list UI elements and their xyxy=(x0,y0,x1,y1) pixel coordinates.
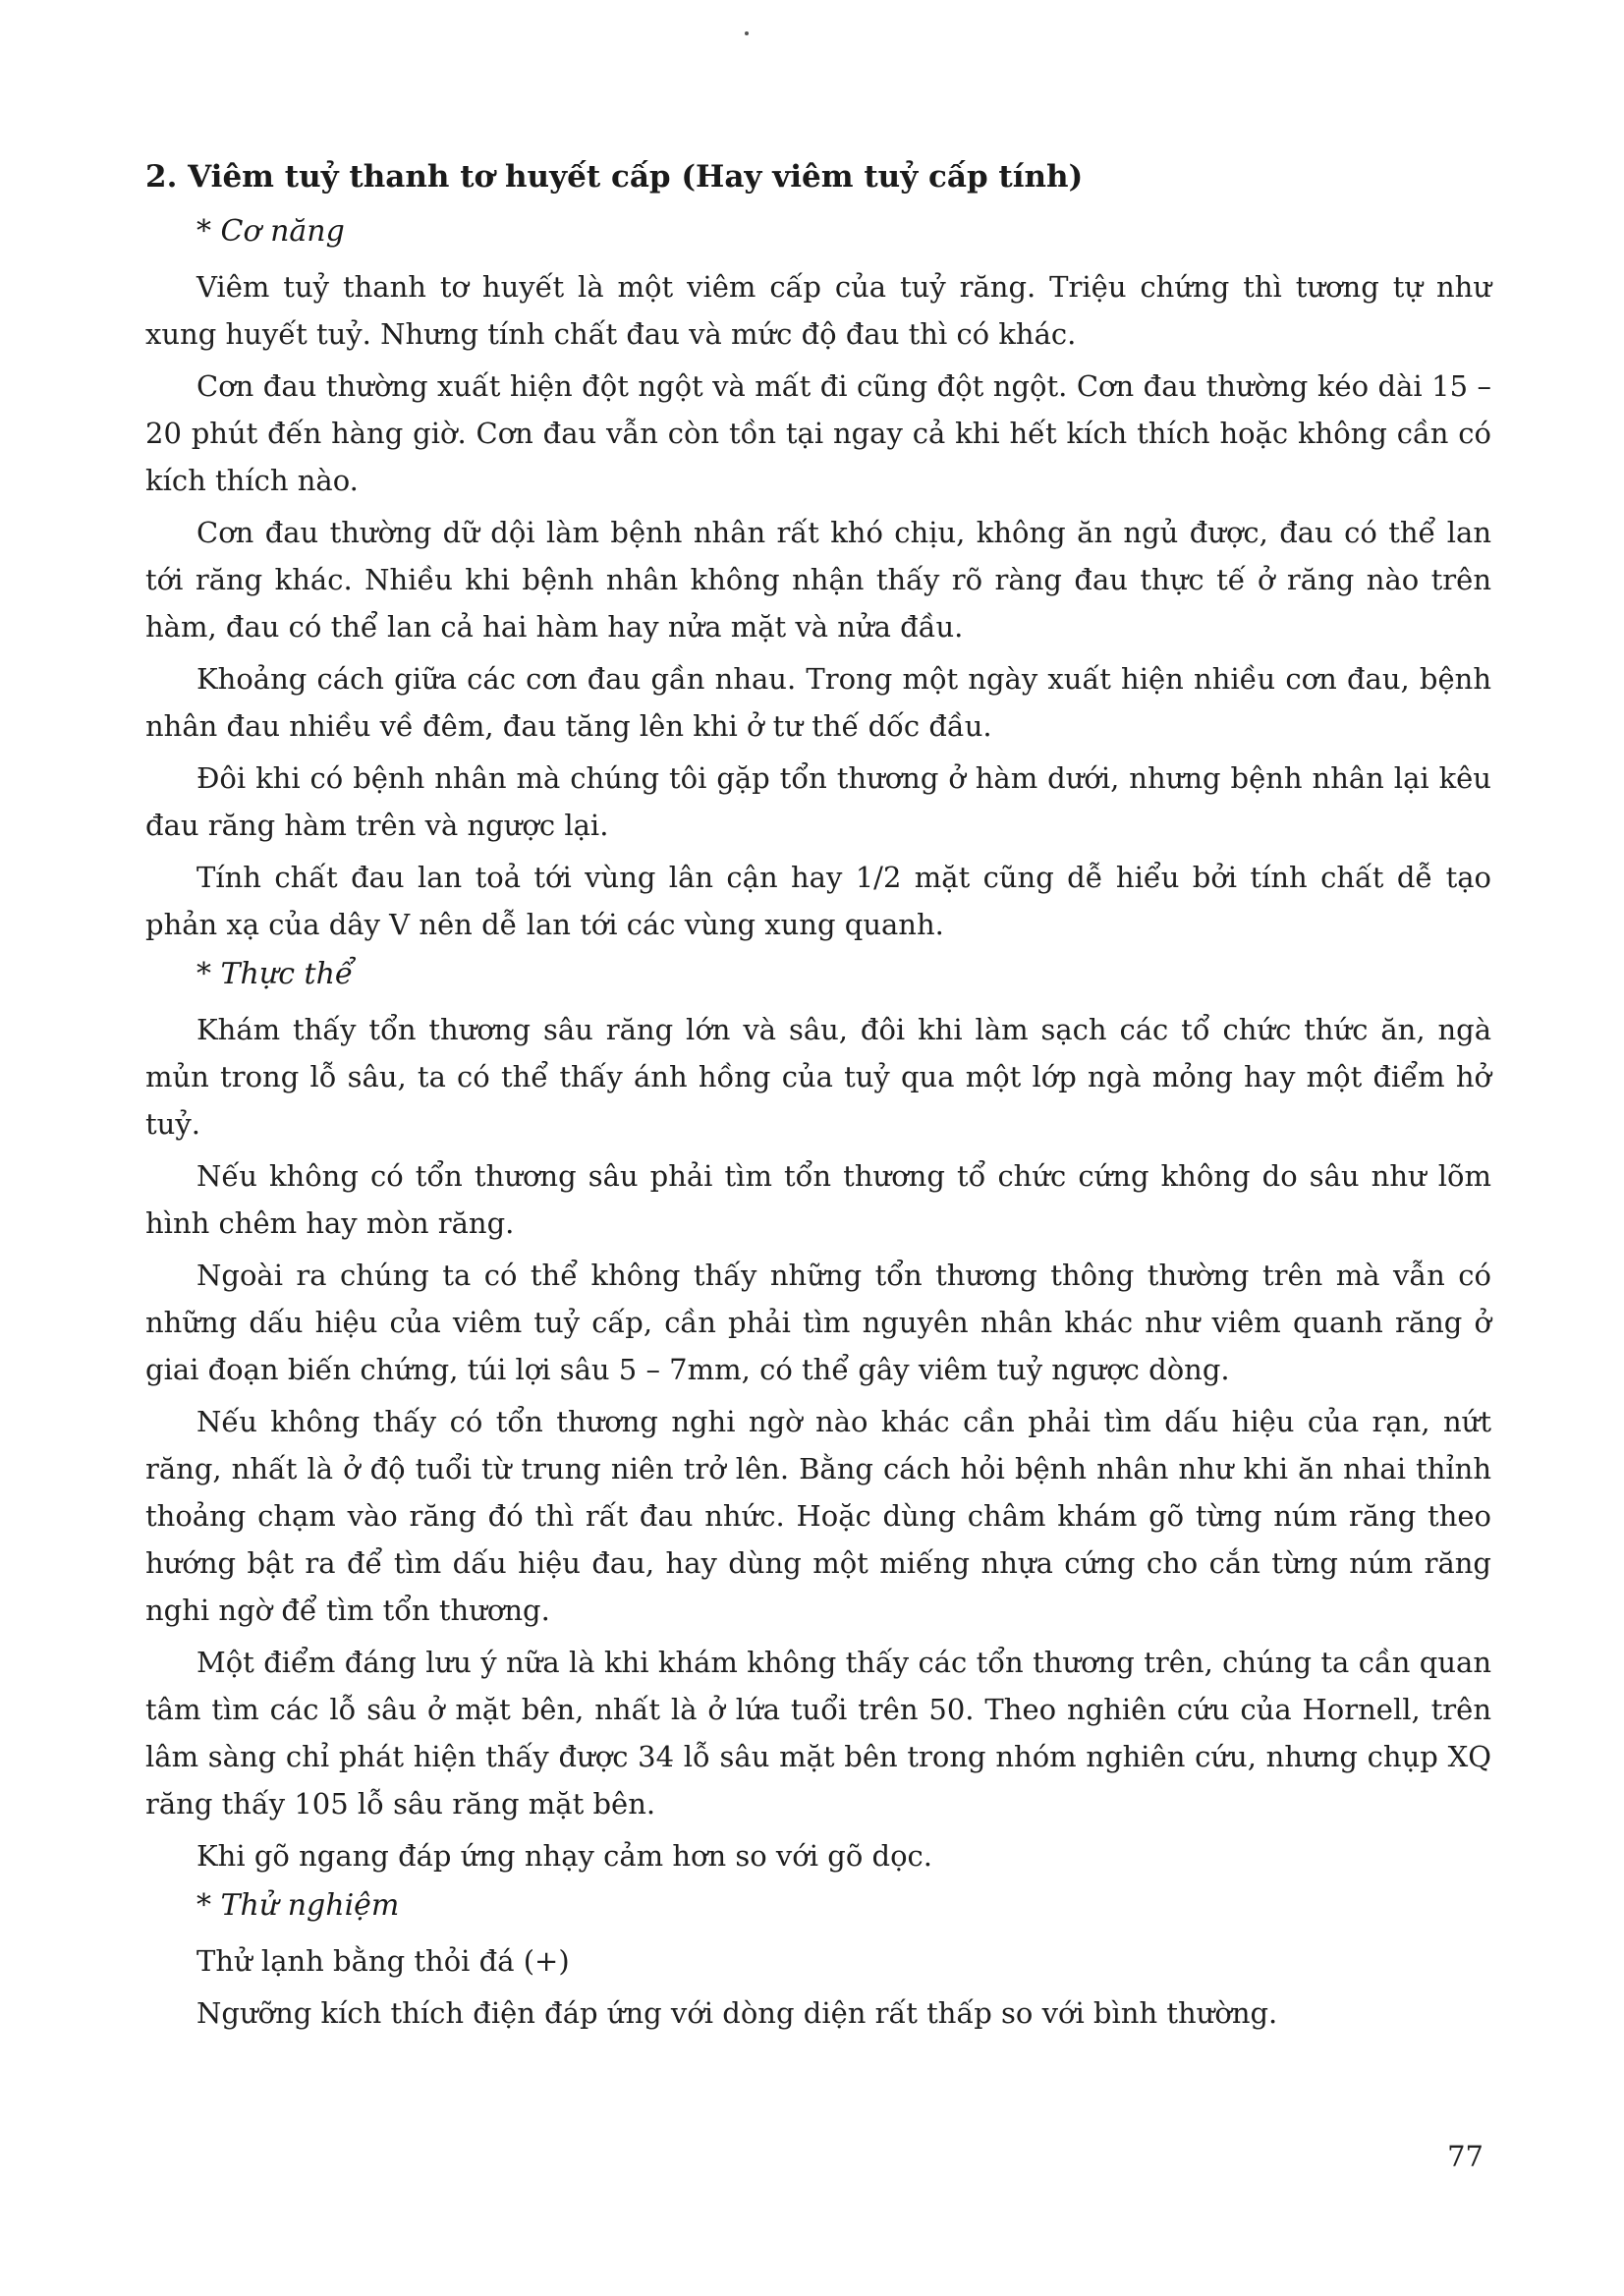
subheading-co-nang: * Cơ năng xyxy=(196,214,345,249)
paragraph: Đôi khi có bệnh nhân mà chúng tôi gặp tổn thương ở hàm dưới, nhưng bệnh nhân lại kêu đau răng hàm trên và ngược lại. xyxy=(145,761,1491,842)
section-thuc-the xyxy=(145,953,1491,1879)
section-thu-nghiem xyxy=(145,1884,1491,2037)
paragraph: Khoảng cách giữa các cơn đau gần nhau. Trong một ngày xuất hiện nhiều cơn đau, bệnh nhân đau nhiều về đêm, đau tăng lên khi ở tư thế dốc đầu. xyxy=(145,662,1491,743)
paragraph: Ngoài ra chúng ta có thể không thấy những tổn thương thông thường trên mà vẫn có những dấu hiệu của viêm tuỷ cấp, cần phải tìm nguyên nhân khác như viêm quanh răng ở giai đoạn biến chứng, túi lợi sâu 5 – 7mm, có thể gây viêm tuỷ ngược dòng. xyxy=(145,1259,1491,1386)
subheading-thu-nghiem: * Thử nghiệm xyxy=(196,1888,400,1923)
paragraph: Tính chất đau lan toả tới vùng lân cận hay 1/2 mặt cũng dễ hiểu bởi tính chất dễ tạo phản xạ của dây V nên dễ lan tới các vùng xung quanh. xyxy=(145,861,1491,941)
paragraph: Cơn đau thường xuất hiện đột ngột và mất đi cũng đột ngột. Cơn đau thường kéo dài 15 – 20 phút đến hàng giờ. Cơn đau vẫn còn tồn tại ngay cả khi hết kích thích hoặc không cần có kích thích nào. xyxy=(145,369,1491,497)
paragraph: Viêm tuỷ thanh tơ huyết là một viêm cấp của tuỷ răng. Triệu chứng thì tương tự như xung huyết tuỷ. Nhưng tính chất đau và mức độ đau thì có khác. xyxy=(145,270,1491,351)
paragraph: Cơn đau thường dữ dội làm bệnh nhân rất khó chịu, không ăn ngủ được, đau có thể lan tới răng khác. Nhiều khi bệnh nhân không nhận thấy rõ ràng đau thực tế ở răng nào trên hàm, đau có thể lan cả hai hàm hay nửa mặt và nửa đầu. xyxy=(145,516,1491,644)
paragraph: Ngưỡng kích thích điện đáp ứng với dòng diện rất thấp so với bình thường. xyxy=(196,1996,1278,2030)
page-content xyxy=(145,155,1491,2042)
paragraph: Một điểm đáng lưu ý nữa là khi khám không thấy các tổn thương trên, chúng ta cần quan tâm tìm các lỗ sâu ở mặt bên, nhất là ở lứa tuổi trên 50. Theo nghiên cứu của Hornell, trên lâm sàng chỉ phát hiện thấy được 34 lỗ sâu mặt bên trong nhóm nghiên cứu, nhưng chụp XQ răng thấy 105 lỗ sâu răng mặt bên. xyxy=(145,1646,1491,1820)
paragraph: Nếu không thấy có tổn thương nghi ngờ nào khác cần phải tìm dấu hiệu của rạn, nứt răng, nhất là ở độ tuổi từ trung niên trở lên. Bằng cách hỏi bệnh nhân như khi ăn nhai thỉnh thoảng chạm vào răng đó thì rất đau nhức. Hoặc dùng châm khám gõ từng núm răng theo hướng bật ra để tìm dấu hiệu đau, hay dùng một miếng nhựa cứng cho cắn từng núm răng nghi ngờ để tìm tổn thương. xyxy=(145,1405,1491,1627)
scan-speck xyxy=(745,31,749,35)
page-number: 77 xyxy=(1447,2140,1484,2173)
paragraph: Thử lạnh bằng thỏi đá (+) xyxy=(196,1944,570,1978)
section-co-nang xyxy=(145,210,1491,948)
paragraph: Khám thấy tổn thương sâu răng lớn và sâu, đôi khi làm sạch các tổ chức thức ăn, ngà mủn trong lỗ sâu, ta có thể thấy ánh hồng của tuỷ qua một lớp ngà mỏng hay một điểm hở tuỷ. xyxy=(145,1013,1491,1141)
paragraph: Nếu không có tổn thương sâu phải tìm tổn thương tổ chức cứng không do sâu như lõm hình chêm hay mòn răng. xyxy=(145,1159,1491,1240)
subheading-thuc-the: * Thực thể xyxy=(196,957,354,991)
section-heading: 2. Viêm tuỷ thanh tơ huyết cấp (Hay viêm tuỷ cấp tính) xyxy=(145,159,1084,195)
paragraph: Khi gõ ngang đáp ứng nhạy cảm hơn so với gõ dọc. xyxy=(196,1839,932,1873)
